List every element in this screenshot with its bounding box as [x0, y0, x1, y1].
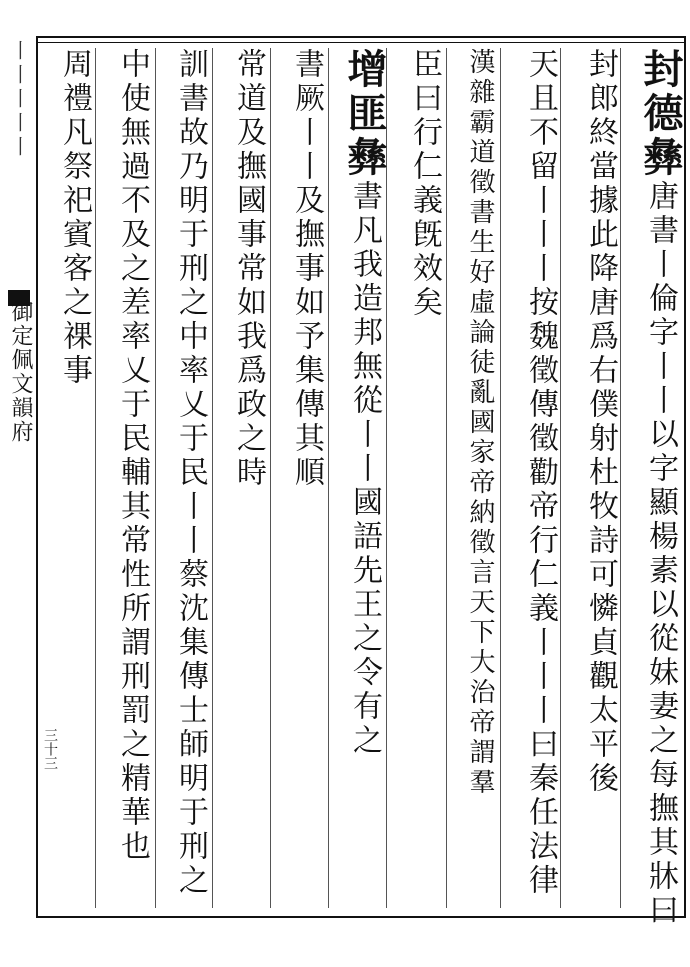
column-rule: [620, 48, 621, 908]
text-column-9: [158, 48, 210, 908]
text-column-1: [624, 48, 684, 928]
entry-text: 中使無過不及之差率乂于民輔其常性所謂刑罰之精華也: [115, 48, 150, 864]
margin-top-strip: 丨丨丨丨丨: [7, 40, 31, 160]
entry-text: 漢雜霸道徵書生好虛論徒亂國家帝納徵言天下大治帝謂羣: [465, 48, 495, 798]
text-column-4: [450, 48, 498, 908]
column-rule: [500, 48, 501, 908]
column-rule: [328, 48, 329, 908]
text-column-8: [216, 48, 268, 908]
frame-bottom-rule: [36, 916, 686, 918]
entry-text: 常道及撫國事常如我爲政之時: [231, 48, 266, 490]
entry-text: 唐書丨倫字丨丨以字顯楊素以從妹妻之每撫其牀曰: [643, 180, 678, 928]
frame-top-rule: [36, 36, 686, 38]
column-rule: [212, 48, 213, 908]
text-column-2: [566, 48, 620, 908]
column-rule: [155, 48, 156, 908]
text-column-5: [392, 48, 444, 468]
text-column-10: [100, 48, 152, 908]
column-rule: [446, 48, 447, 908]
frame-right-rule: [684, 36, 686, 918]
margin-book-title: 御定佩文韻府: [8, 300, 33, 444]
page-number: 三十三: [42, 728, 58, 770]
column-rule: [560, 48, 561, 908]
text-column-6: [332, 48, 388, 908]
entry-text: 訓書故乃明于刑之中率乂于民丨丨蔡沈集傳士師明于刑之: [173, 48, 208, 898]
text-column-7: [274, 48, 326, 908]
frame-top-rule-inner: [36, 42, 686, 43]
entry-text: 封郎終當據此降唐爲右僕射杜牧詩可憐貞觀太平後: [583, 48, 618, 796]
entry-heading: 增匪彝: [341, 48, 388, 180]
text-column-11: [42, 48, 94, 908]
text-column-3: [506, 48, 560, 908]
entry-text: 周禮凡祭祀賓客之祼事: [57, 48, 92, 388]
entry-heading: 封德彝: [637, 48, 684, 180]
entry-text: 書凡我造邦無從丨丨國語先王之令有之: [347, 180, 382, 758]
column-rule: [270, 48, 271, 908]
entry-text: 臣曰行仁義旣效矣: [407, 48, 442, 320]
entry-text: 天且不留丨丨丨按魏徵傳徵勸帝行仁義丨丨丨曰秦任法律: [523, 48, 558, 898]
column-rule: [95, 48, 96, 908]
entry-text: 書厥丨丨及撫事如予集傳其順: [289, 48, 324, 490]
